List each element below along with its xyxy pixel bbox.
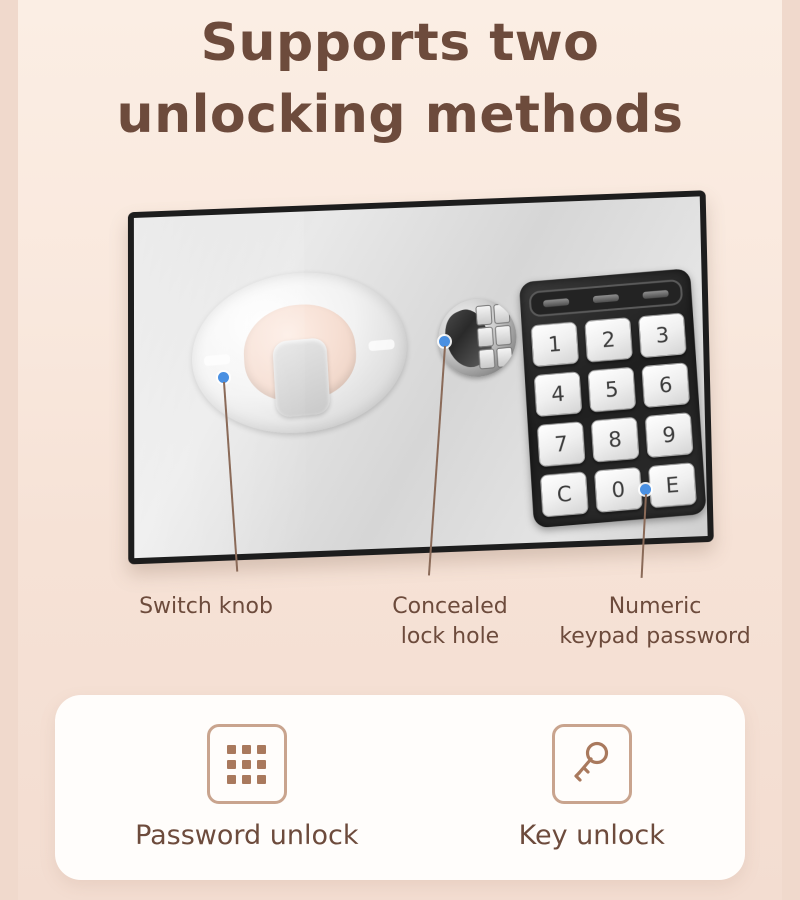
keypad-led [543,298,569,307]
callout-label-lock-hole [350,592,550,651]
numeric-keypad[interactable] [519,268,707,528]
page-title-line-2: unlocking methods [116,84,684,145]
keypad-dots-grid [227,745,266,784]
callout-label-lock-hole-line2: lock hole [400,623,500,649]
page-title-line-1: Supports two [200,13,600,73]
keypad-key-9[interactable]: 9 [645,412,694,458]
switch-knob[interactable] [188,264,412,443]
feature-password-unlock-label: Password unlock [135,820,359,851]
key-icon [552,724,632,804]
keypad-led [593,294,619,303]
callout-label-keypad-line1: Numeric [608,594,702,619]
keypad-key-1[interactable]: 1 [531,322,579,368]
keypad-key-c[interactable]: C [540,471,589,517]
features-card [55,695,745,880]
callout-label-switch-knob-line1: Switch knob [139,594,273,619]
lock-plate-tiles [472,300,517,373]
callout-labels [0,592,800,682]
keypad-key-6[interactable]: 6 [641,362,690,408]
switch-knob-notch-right [368,339,395,351]
safe-door-panel [128,190,714,564]
keypad-key-e[interactable]: E [648,462,697,508]
keypad-key-4[interactable]: 4 [534,371,583,417]
feature-key-unlock [519,724,665,851]
keypad-keys [531,313,697,518]
callout-label-keypad-line2: keypad password [559,623,751,649]
callout-label-keypad [530,592,780,651]
keypad-led [642,289,668,298]
switch-knob-handle [272,337,330,418]
page-title [0,8,800,152]
keypad-key-3[interactable]: 3 [638,313,687,359]
keypad-key-0[interactable]: 0 [594,467,643,513]
callout-label-lock-hole-line1: Concealed [392,594,508,619]
feature-key-unlock-label: Key unlock [518,820,665,851]
switch-knob-notch-left [204,354,230,366]
callout-label-switch-knob [96,592,316,622]
switch-knob-inner [241,300,358,406]
keypad-key-2[interactable]: 2 [584,317,633,363]
keypad-led-bar [529,279,684,318]
keypad-key-7[interactable]: 7 [537,421,586,467]
keypad-key-5[interactable]: 5 [588,367,637,413]
key-icon-svg [570,740,614,788]
keypad-key-8[interactable]: 8 [591,417,640,463]
feature-password-unlock [135,724,358,851]
product-photo [110,190,710,560]
keypad-dots-icon [207,724,287,804]
